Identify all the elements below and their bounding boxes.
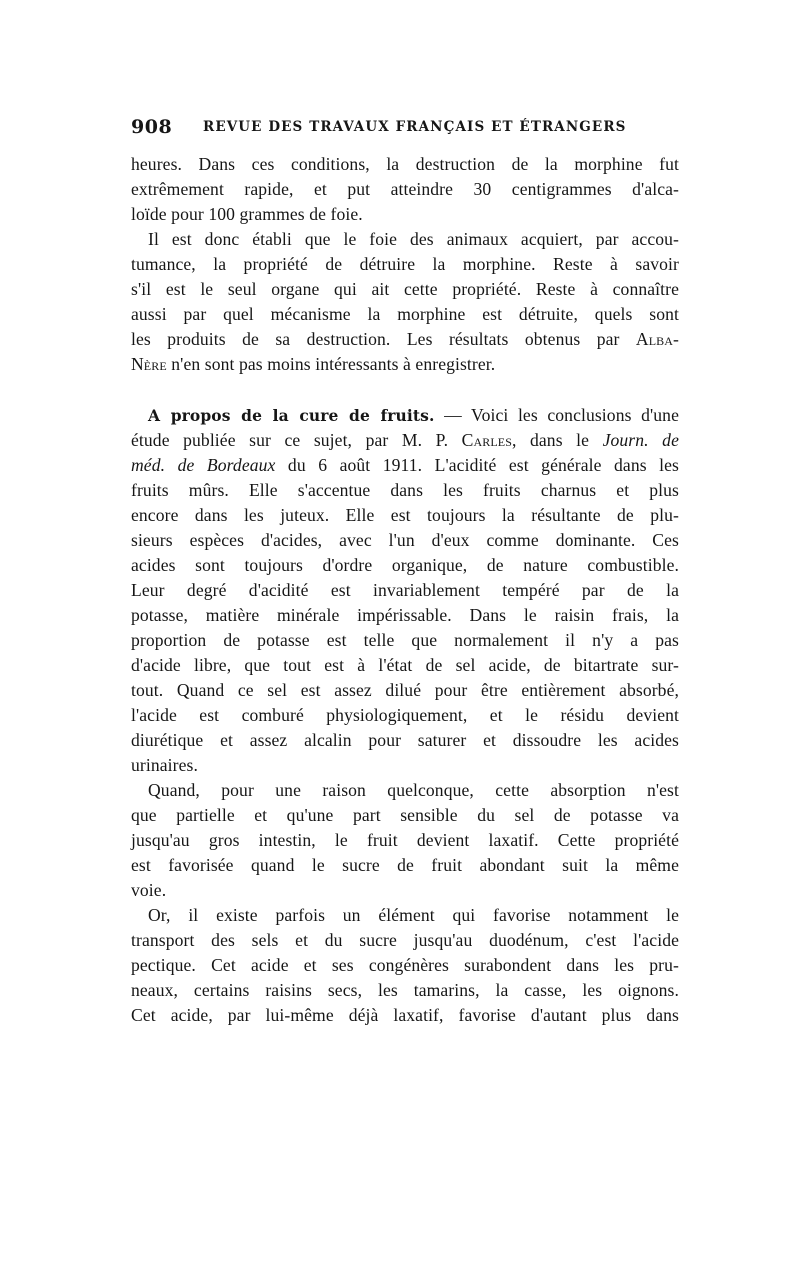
text-line [131,352,679,377]
text-fragment: étude publiée sur ce sujet, par M. P. [131,430,462,450]
text-line: Quand, pour une raison quelconque, cette absorption n'est [148,780,679,800]
text-line: aussi par quel mécanisme la morphine est détruite, quels sont [131,304,679,324]
journal-title: Journ. de [602,430,679,450]
section-gap [131,377,679,403]
text-line [131,428,679,453]
text-line: jusqu'au gros intestin, le fruit devient laxatif. Cette propriété [131,830,679,850]
text-line: diurétique et assez alcalin pour saturer et dissoudre les acides [131,730,679,750]
running-head [131,116,679,142]
section-heading: A propos de la cure de fruits. [148,406,435,425]
journal-title-cont: méd. de Bordeaux [131,455,276,475]
paragraph-liver-property [131,227,679,377]
text-line [131,403,679,428]
paragraph-fruit-cure [131,403,679,778]
text-line: heures. Dans ces conditions, la destruction de la morphine fut [131,154,679,174]
text-line: acides sont toujours d'ordre organique, de nature combustible. [131,555,679,575]
author-name-albanere: Alba- [635,329,679,349]
text-fragment: n'en sont pas moins intéressants à enregistrer. [166,354,496,374]
running-title: REVUE DES TRAVAUX FRANÇAIS ET ÉTRANGERS [203,119,627,135]
text-line: l'acide est comburé physiologiquement, et le résidu devient [131,705,679,725]
text-line: potasse, matière minérale impérissable. Dans le raisin frais, la [131,605,679,625]
paragraph-morphine-destruction [131,152,679,227]
text-line: urinaires. [131,755,198,775]
text-line [131,327,679,352]
body-text [131,152,679,1028]
text-line: fruits mûrs. Elle s'accentue dans les fruits charnus et plus [131,480,679,500]
text-line: loïde pour 100 grammes de foie. [131,204,363,224]
text-line [131,453,679,478]
text-line: d'acide libre, que tout est à l'état de sel acide, de bitartrate sur- [131,655,679,675]
text-line: sieurs espèces d'acides, avec l'un d'eux comme dominante. Ces [131,530,679,550]
paragraph-pectic-acid [131,903,679,1028]
paragraph-partial-absorption [131,778,679,903]
page-number: 908 [131,116,173,138]
text-line: Leur degré d'acidité est invariablement tempéré par de la [131,580,679,600]
text-line: proportion de potasse est telle que normalement il n'y a pas [131,630,679,650]
text-line: Or, il existe parfois un élément qui favorise notamment le [148,905,679,925]
author-name-albanere-end: Nère [131,354,167,374]
text-line: extrêmement rapide, et put atteindre 30 centigrammes d'alca- [131,179,679,199]
text-fragment: — Voici les conclusions d'une [434,405,679,425]
text-line: tout. Quand ce sel est assez dilué pour être entièrement absorbé, [131,680,679,700]
text-line: Il est donc établi que le foie des animaux acquiert, par accou- [148,229,679,249]
text-fragment: du 6 août 1911. L'acidité est générale dans les [275,455,680,475]
text-line: est favorisée quand le sucre de fruit abondant suit la même [131,855,679,875]
text-line: que partielle et qu'une part sensible du sel de potasse va [131,805,679,825]
author-name-carles: Carles [461,430,512,450]
text-line: encore dans les juteux. Elle est toujours la résultante de plu- [131,505,679,525]
text-line: transport des sels et du sucre jusqu'au duodénum, c'est l'acide [131,930,679,950]
text-fragment: les produits de sa destruction. Les résultats obtenus par [131,329,636,349]
text-line: pectique. Cet acide et ses congénères surabondent dans les pru- [131,955,679,975]
text-line: s'il est le seul organe qui ait cette propriété. Reste à connaître [131,279,679,299]
text-line: tumance, la propriété de détruire la morphine. Reste à savoir [131,254,679,274]
text-line: voie. [131,880,167,900]
text-line: Cet acide, par lui-même déjà laxatif, favorise d'autant plus dans [131,1005,679,1025]
text-line: neaux, certains raisins secs, les tamarins, la casse, les oignons. [131,980,679,1000]
text-fragment: , dans le [511,430,603,450]
